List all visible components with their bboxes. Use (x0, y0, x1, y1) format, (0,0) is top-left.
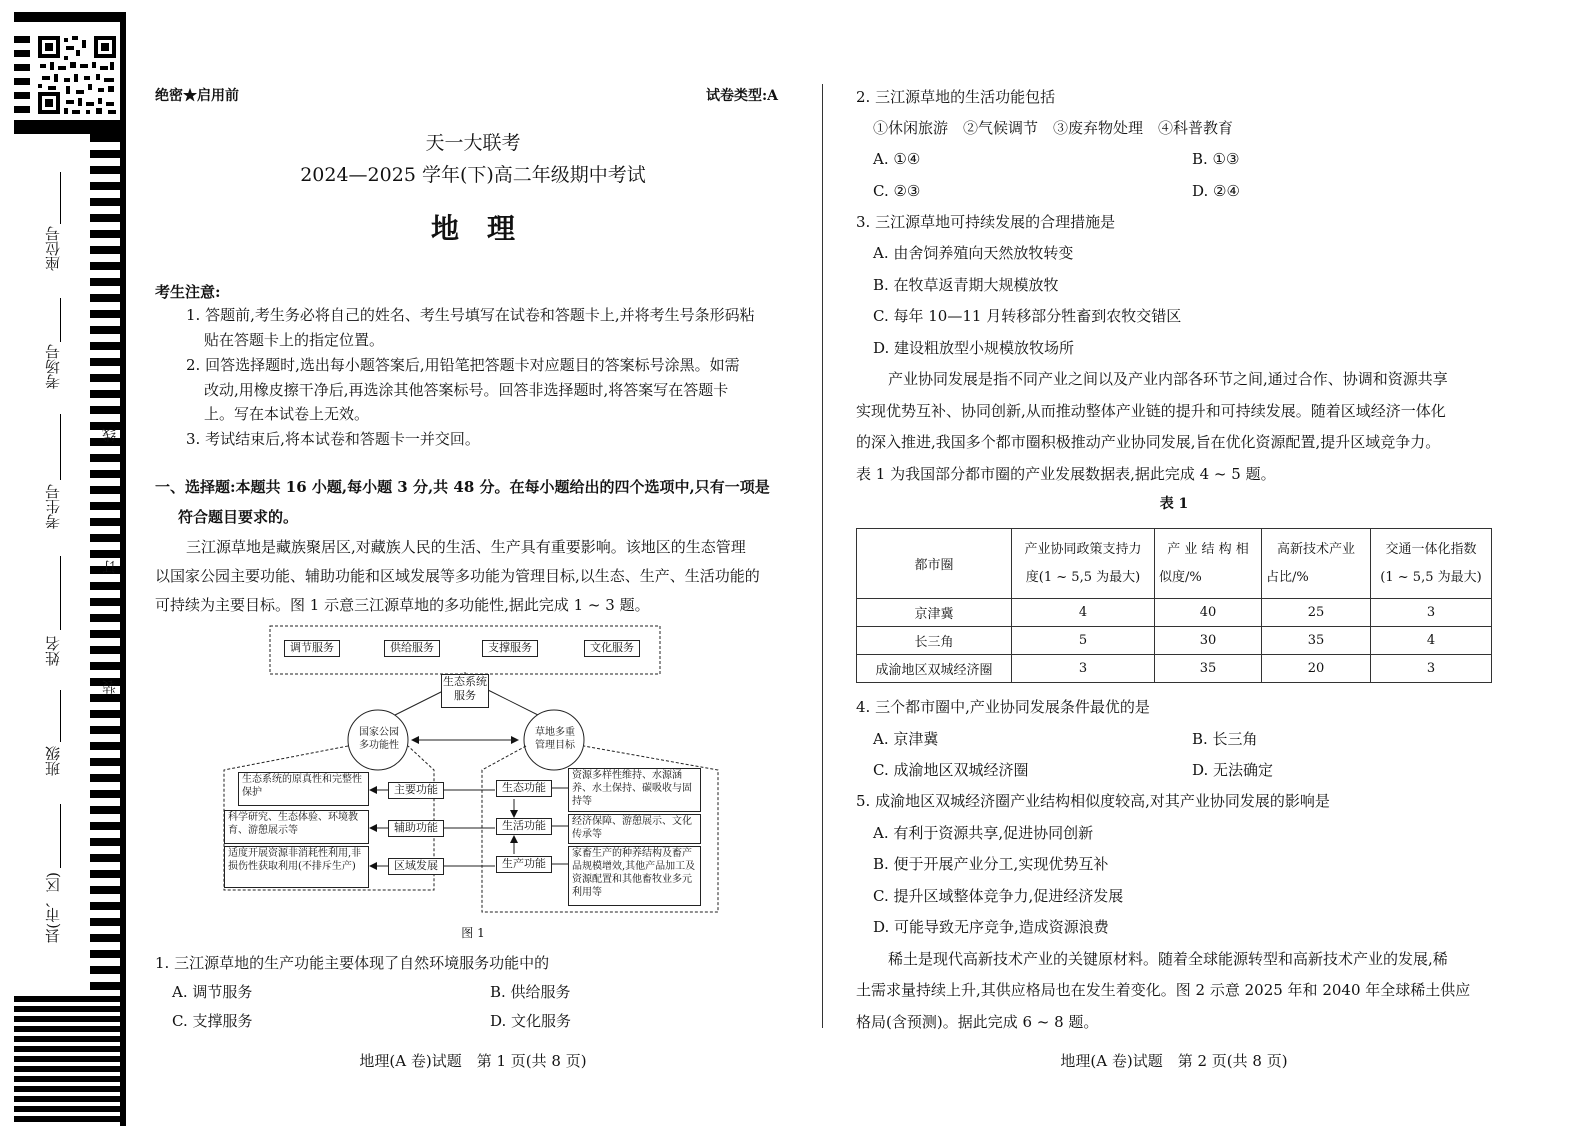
passage-line: 稀土是现代高新技术产业的关键原材料。随着全球能源转型和高新技术产业的发展,稀 (888, 950, 1448, 968)
table-cell: 20 (1262, 655, 1371, 683)
barcode-stripe (90, 550, 120, 558)
barcode-stripe (90, 838, 120, 846)
barcode-stripe (90, 342, 120, 350)
barcode-stripe (14, 996, 126, 1002)
figure-1-diagram (220, 622, 730, 922)
barcode-stripe (90, 358, 120, 366)
barcode-stripe (90, 598, 120, 606)
bar-stripe (14, 106, 30, 113)
table-header-row (857, 529, 1492, 599)
barcode-stripe (90, 582, 120, 590)
bar-stripe (14, 78, 30, 85)
bar-stripe (14, 92, 30, 99)
passage-line: 土需求量持续上升,其供应格局也在发生着变化。图 2 示意 2025 年和 2040 年全球稀土供应 (856, 981, 1471, 999)
diagram-center-box: 生态系统服务 (441, 674, 489, 708)
passage-line: 三江源草地是藏族聚居区,对藏族人民的生活、生产具有重要影响。该地区的生态管理 (186, 538, 746, 556)
barcode-stripe (90, 982, 120, 990)
question-2-option-a[interactable]: A. ①④ (873, 150, 921, 168)
barcode-stripe (90, 262, 120, 270)
question-5-stem: 5. 成渝地区双城经济圈产业结构相似度较高,对其产业协同发展的影响是 (856, 792, 1330, 810)
question-1-option-b[interactable]: B. 供给服务 (490, 983, 571, 1001)
diagram-left-box: 科学研究、生态体验、环境教育、游憩展示等 (224, 810, 369, 844)
table-cell: 3 (1371, 599, 1492, 627)
table-cell-region: 长三角 (857, 627, 1012, 655)
question-4-stem: 4. 三个都市圈中,产业协同发展条件最优的是 (856, 698, 1150, 716)
table-cell: 3 (1371, 655, 1492, 683)
table-cell: 3 (1012, 655, 1155, 683)
page-footer-right: 地理(A 卷)试题 第 2 页(共 8 页) (1060, 1052, 1288, 1070)
barcode-stripe (90, 870, 120, 878)
diagram-mid-label: 辅助功能 (388, 820, 444, 837)
question-4-option-b[interactable]: B. 长三角 (1192, 730, 1258, 748)
barcode-stripe (90, 774, 120, 782)
diagram-func-box: 生态功能 (496, 780, 552, 797)
barcode-stripe (90, 646, 120, 654)
barcode-stripe (90, 486, 120, 494)
barcode-stripe (90, 790, 120, 798)
question-3-option-b[interactable]: B. 在牧草返青期大规模放牧 (873, 276, 1059, 294)
diagram-right-box: 家畜生产的种养结构及畜产品规模增效,其他产品加工及资源配置和其他畜牧业多元利用等 (568, 846, 701, 906)
mark-staple: 订 (102, 560, 118, 574)
barcode-stripe (90, 502, 120, 510)
barcode-stripe (90, 214, 120, 222)
field-line (60, 172, 61, 224)
barcode-stripe (90, 854, 120, 862)
secret-label: 绝密★启用前 (155, 88, 239, 104)
barcode-stripe (14, 1016, 126, 1022)
barcode-stripe (90, 886, 120, 894)
barcode-stripe (90, 134, 120, 142)
barcode-stripe (14, 1106, 126, 1112)
barcode-stripe (90, 710, 120, 718)
barcode-stripe (90, 726, 120, 734)
question-3-stem: 3. 三江源草地可持续发展的合理措施是 (856, 213, 1116, 231)
header-line: 交通一体化指数 (1385, 541, 1477, 557)
diagram-right-box: 经济保障、游憩展示、文化传承等 (568, 814, 701, 844)
question-3-option-c[interactable]: C. 每年 10—11 月转移部分牲畜到农牧交错区 (873, 307, 1182, 325)
mark-bind: 装 (102, 680, 118, 694)
header-line: 似度/% (1159, 569, 1202, 585)
barcode-stripe (14, 1096, 126, 1102)
barcode-stripe (90, 182, 120, 190)
question-5-option-d[interactable]: D. 可能导致无序竞争,造成资源浪费 (873, 918, 1109, 936)
diagram-top-box: 供给服务 (384, 640, 440, 657)
barcode-stripe (90, 518, 120, 526)
barcode-stripe (14, 1116, 126, 1122)
diagram-left-box: 生态系统的原真性和完整性保护 (238, 772, 369, 806)
diagram-mid-label: 主要功能 (388, 782, 444, 799)
barcode-stripe (90, 390, 120, 398)
notice-item: 2. 回答选择题时,选出每小题答案后,用铅笔把答题卡对应题目的答案标号涂黑。如需 (186, 356, 740, 374)
field-line (60, 414, 61, 480)
field-name: 姓名 (44, 636, 62, 666)
barcode-stripe (90, 534, 120, 542)
barcode-stripe (90, 326, 120, 334)
diagram-left-circle: 国家公园多功能性 (359, 727, 399, 751)
passage-line: 实现优势互补、协同创新,从而推动整体产业链的提升和可持续发展。随着区域经济一体化 (856, 402, 1446, 420)
barcode-stripe (14, 1056, 126, 1062)
barcode-stripe (90, 454, 120, 462)
barcode-stripe (90, 966, 120, 974)
header-line: 高新技术产业 (1276, 541, 1355, 557)
field-seat: 座位号 (44, 226, 62, 271)
field-exam-id: 考生号 (44, 484, 62, 529)
question-3-option-d[interactable]: D. 建设粗放型小规模放牧场所 (873, 339, 1075, 357)
table-header-cell: 都市圈 (857, 529, 1012, 599)
table-cell: 25 (1262, 599, 1371, 627)
question-1-option-d[interactable]: D. 文化服务 (490, 1012, 572, 1030)
header-line: 产 业 结 构 相 (1167, 541, 1249, 557)
table-header-cell (1371, 529, 1492, 599)
barcode-stripe (14, 1036, 126, 1042)
barcode-stripe (90, 806, 120, 814)
question-2-option-b[interactable]: B. ①③ (1192, 150, 1240, 168)
field-line (60, 556, 61, 630)
question-2-option-c[interactable]: C. ②③ (873, 182, 921, 200)
qr-code-icon (36, 34, 118, 116)
barcode-stripe (90, 246, 120, 254)
paper-type: 试卷类型:A (706, 88, 779, 104)
table-cell: 4 (1012, 599, 1155, 627)
passage-line: 以国家公园主要功能、辅助功能和区域发展等多功能为管理目标,以生态、生产、生活功能的 (155, 567, 760, 585)
passage-line: 格局(含预测)。据此完成 6 ~ 8 题。 (856, 1013, 1099, 1031)
notice-title: 考生注意: (155, 283, 221, 301)
question-5-option-b[interactable]: B. 便于开展产业分工,实现优势互补 (873, 855, 1109, 873)
diagram-right-circle: 草地多重管理目标 (535, 727, 575, 751)
barcode-stripe (90, 278, 120, 286)
diagram-top-box: 文化服务 (584, 640, 640, 657)
column-divider (822, 84, 823, 1028)
table-cell: 35 (1262, 627, 1371, 655)
table-header-cell (1262, 529, 1371, 599)
question-1-option-a[interactable]: A. 调节服务 (172, 983, 253, 1001)
figure-caption: 图 1 (461, 926, 485, 940)
table-row (857, 599, 1492, 627)
question-5-option-c[interactable]: C. 提升区域整体竞争力,促进经济发展 (873, 887, 1124, 905)
table-cell: 35 (1155, 655, 1262, 683)
bar-stripe (14, 64, 30, 71)
barcode-stripe (90, 374, 120, 382)
barcode-stripe (90, 630, 120, 638)
data-table (856, 528, 1492, 683)
barcode-stripe (90, 230, 120, 238)
question-2-items: ①休闲旅游 ②气候调节 ③废弃物处理 ④科普教育 (873, 119, 1234, 137)
barcode-stripe (14, 1046, 126, 1052)
diagram-left-box: 适度开展资源非消耗性利用,非损伤性获取利用(不排斥生产) (224, 846, 369, 888)
barcode-stripe (14, 1066, 126, 1072)
barcode-stripe (14, 1086, 126, 1092)
question-2-option-d[interactable]: D. ②④ (1192, 182, 1240, 200)
passage-line: 的深入推进,我国多个都市圈积极推动产业协同发展,旨在优化资源配置,提升区域竞争力。 (856, 433, 1441, 451)
header-line: 产业协同政策支持力 (1024, 541, 1142, 557)
table-row (857, 627, 1492, 655)
barcode-stripe (90, 310, 120, 318)
table-row (857, 655, 1492, 683)
border-bar (120, 12, 126, 1126)
field-room: 考场号 (44, 344, 62, 389)
border-bar (14, 12, 126, 22)
page-footer-left: 地理(A 卷)试题 第 1 页(共 8 页) (359, 1052, 587, 1070)
barcode-stripe (14, 1076, 126, 1082)
border-bar (14, 120, 126, 134)
section-heading-cont: 符合题目要求的。 (178, 508, 299, 526)
barcode-stripe (14, 1006, 126, 1012)
diagram-right-box: 资源多样性维持、水源涵养、水土保持、碳吸收与固持等 (568, 768, 701, 812)
header-line: 占比/% (1266, 569, 1309, 585)
diagram-func-box: 生活功能 (496, 818, 552, 835)
bar-stripe (14, 36, 30, 43)
barcode-stripe (90, 694, 120, 702)
table-cell: 40 (1155, 599, 1262, 627)
barcode-stripe (90, 758, 120, 766)
question-1-option-c[interactable]: C. 支撑服务 (172, 1012, 253, 1030)
field-class: 班级 (44, 746, 62, 776)
field-line (60, 804, 61, 868)
table-cell: 4 (1371, 627, 1492, 655)
barcode-stripe (90, 950, 120, 958)
diagram-func-box: 生产功能 (496, 856, 552, 873)
question-4-option-c[interactable]: C. 成渝地区双城经济圈 (873, 761, 1029, 779)
table-header-cell (1155, 529, 1262, 599)
question-5-option-a[interactable]: A. 有利于资源共享,促进协同创新 (873, 824, 1094, 842)
barcode-stripe (90, 406, 120, 414)
header-line: (1 ~ 5,5 为最大) (1380, 569, 1482, 585)
barcode-stripe (90, 902, 120, 910)
barcode-stripe (90, 470, 120, 478)
barcode-stripe (90, 614, 120, 622)
exam-org: 天一大联考 (425, 132, 521, 154)
barcode-stripe (90, 934, 120, 942)
diagram-top-box: 支撑服务 (482, 640, 538, 657)
table-cell-region: 成渝地区双城经济圈 (857, 655, 1012, 683)
field-county: 县(市、区) (44, 872, 62, 944)
barcode-stripe (90, 294, 120, 302)
mark-line: 线 (102, 428, 118, 442)
barcode-stripe (90, 166, 120, 174)
notice-item: 3. 考试结束后,将本试卷和答题卡一并交回。 (186, 430, 480, 448)
barcode-stripe (90, 822, 120, 830)
question-4-option-a[interactable]: A. 京津冀 (873, 730, 939, 748)
header-line: 度(1 ~ 5,5 为最大) (1025, 569, 1141, 585)
table-title: 表 1 (1159, 496, 1189, 512)
diagram-mid-label: 区域发展 (388, 858, 444, 875)
question-1-stem: 1. 三江源草地的生产功能主要体现了自然环境服务功能中的 (155, 954, 550, 972)
question-4-option-d[interactable]: D. 无法确定 (1192, 761, 1274, 779)
passage-line: 产业协同发展是指不同产业之间以及产业内部各环节之间,通过合作、协调和资源共享 (888, 370, 1448, 388)
question-3-option-a[interactable]: A. 由舍饲养殖向天然放牧转变 (873, 244, 1074, 262)
subject-title: 地 理 (430, 212, 515, 245)
notice-item: 贴在答题卡上的指定位置。 (204, 331, 385, 349)
passage-line: 表 1 为我国部分都市圈的产业发展数据表,据此完成 4 ~ 5 题。 (856, 465, 1276, 483)
barcode-stripe (90, 918, 120, 926)
barcode-stripe (90, 742, 120, 750)
exam-title: 2024—2025 学年(下)高二年级期中考试 (300, 164, 646, 186)
notice-item: 1. 答题前,考生务必将自己的姓名、考生号填写在试卷和答题卡上,并将考生号条形码粘 (186, 306, 755, 324)
field-line (60, 690, 61, 742)
barcode-stripe (90, 150, 120, 158)
field-line (60, 298, 61, 342)
bar-stripe (14, 50, 30, 57)
table-header-cell (1012, 529, 1155, 599)
table-cell-region: 京津冀 (857, 599, 1012, 627)
binding-strip (0, 0, 128, 1138)
barcode-stripe (14, 1026, 126, 1032)
section-heading: 一、选择题:本题共 16 小题,每小题 3 分,共 48 分。在每小题给出的四个选项中,只有一项是 (155, 478, 770, 496)
barcode-stripe (90, 662, 120, 670)
table-cell: 5 (1012, 627, 1155, 655)
notice-item: 上。写在本试卷上无效。 (204, 405, 370, 423)
notice-item: 改动,用橡皮擦干净后,再选涂其他答案标号。回答非选择题时,将答案写在答题卡 (204, 381, 729, 399)
barcode-bottom (14, 996, 126, 1126)
question-2-stem: 2. 三江源草地的生活功能包括 (856, 88, 1056, 106)
diagram-top-box: 调节服务 (284, 640, 340, 657)
barcode-stripe (90, 198, 120, 206)
table-cell: 30 (1155, 627, 1262, 655)
passage-line: 可持续为主要目标。图 1 示意三江源草地的多功能性,据此完成 1 ~ 3 题。 (155, 596, 650, 614)
